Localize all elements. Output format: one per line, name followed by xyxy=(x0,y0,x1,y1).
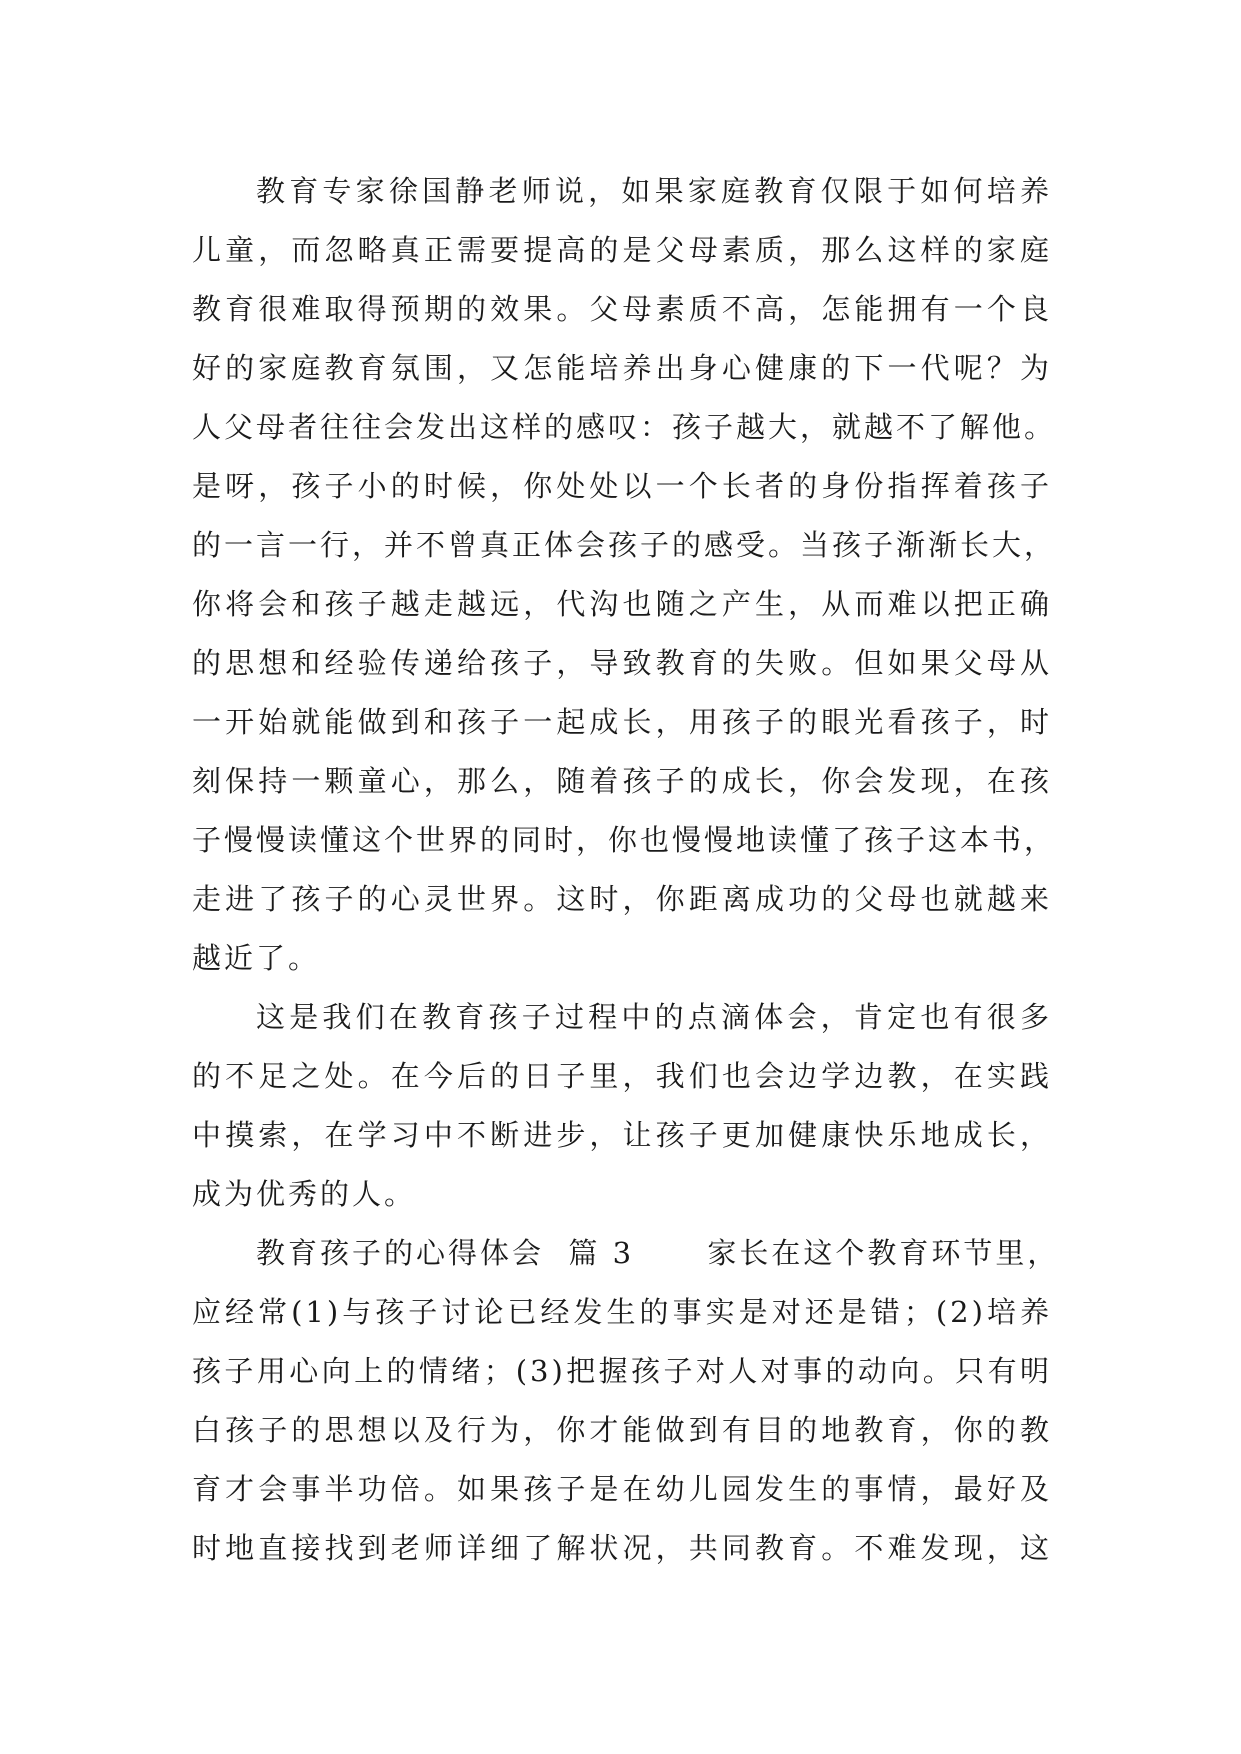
paragraph-1-line-8: 你将会和孩子越走越远，代沟也随之产生，从而难以把正确 xyxy=(192,587,1052,621)
paragraph-3-line-6: 时地直接找到老师详细了解状况，共同教育。不难发现，这 xyxy=(192,1531,1052,1565)
paragraph-3-line-2: 应经常(1)与孩子讨论已经发生的事实是对还是错；(2)培养 xyxy=(192,1295,1052,1329)
paragraph-1-line-5: 人父母者往往会发出这样的感叹：孩子越大，就越不了解他。 xyxy=(192,410,1057,444)
paragraph-1-line-12: 子慢慢读懂这个世界的同时，你也慢慢地读懂了孩子这本书， xyxy=(192,823,1057,857)
paragraph-3-line-5: 育才会事半功倍。如果孩子是在幼儿园发生的事情，最好及 xyxy=(192,1472,1052,1506)
paragraph-1-line-6: 是呀，孩子小的时候，你处处以一个长者的身份指挥着孩子 xyxy=(192,469,1052,503)
paragraph-2-line-1: 这是我们在教育孩子过程中的点滴体会，肯定也有很多 xyxy=(256,1000,1052,1034)
paragraph-2-line-2: 的不足之处。在今后的日子里，我们也会边学边教，在实践 xyxy=(192,1059,1052,1093)
paragraph-1-line-7: 的一言一行，并不曾真正体会孩子的感受。当孩子渐渐长大， xyxy=(192,528,1057,562)
paragraph-3-line-3: 孩子用心向上的情绪；(3)把握孩子对人对事的动向。只有明 xyxy=(192,1354,1052,1388)
paragraph-1-line-11: 刻保持一颗童心，那么，随着孩子的成长，你会发现，在孩 xyxy=(192,764,1052,798)
paragraph-1-line-2: 儿童，而忽略真正需要提高的是父母素质，那么这样的家庭 xyxy=(192,233,1052,267)
paragraph-1-line-1: 教育专家徐国静老师说，如果家庭教育仅限于如何培养 xyxy=(256,174,1052,208)
paragraph-1-line-14: 越近了。 xyxy=(192,941,321,975)
document-body xyxy=(192,162,1060,1578)
paragraph-2-line-3: 中摸索，在学习中不断进步，让孩子更加健康快乐地成长， xyxy=(192,1118,1052,1152)
paragraph-3-line-4: 白孩子的思想以及行为，你才能做到有目的地教育，你的教 xyxy=(192,1413,1052,1447)
paragraph-1-line-9: 的思想和经验传递给孩子，导致教育的失败。但如果父母从 xyxy=(192,646,1052,680)
paragraph-1-line-10: 一开始就能做到和孩子一起成长，用孩子的眼光看孩子，时 xyxy=(192,705,1052,739)
paragraph-1-line-13: 走进了孩子的心灵世界。这时，你距离成功的父母也就越来 xyxy=(192,882,1052,916)
paragraph-1-line-4: 好的家庭教育氛围，又怎能培养出身心健康的下一代呢？为 xyxy=(192,351,1052,385)
paragraph-1-line-3: 教育很难取得预期的效果。父母素质不高，怎能拥有一个良 xyxy=(192,292,1052,326)
paragraph-2-line-4: 成为优秀的人。 xyxy=(192,1177,417,1211)
paragraph-3-line-1: 教育孩子的心得体会 篇 3 家长在这个教育环节里， xyxy=(256,1236,1060,1270)
